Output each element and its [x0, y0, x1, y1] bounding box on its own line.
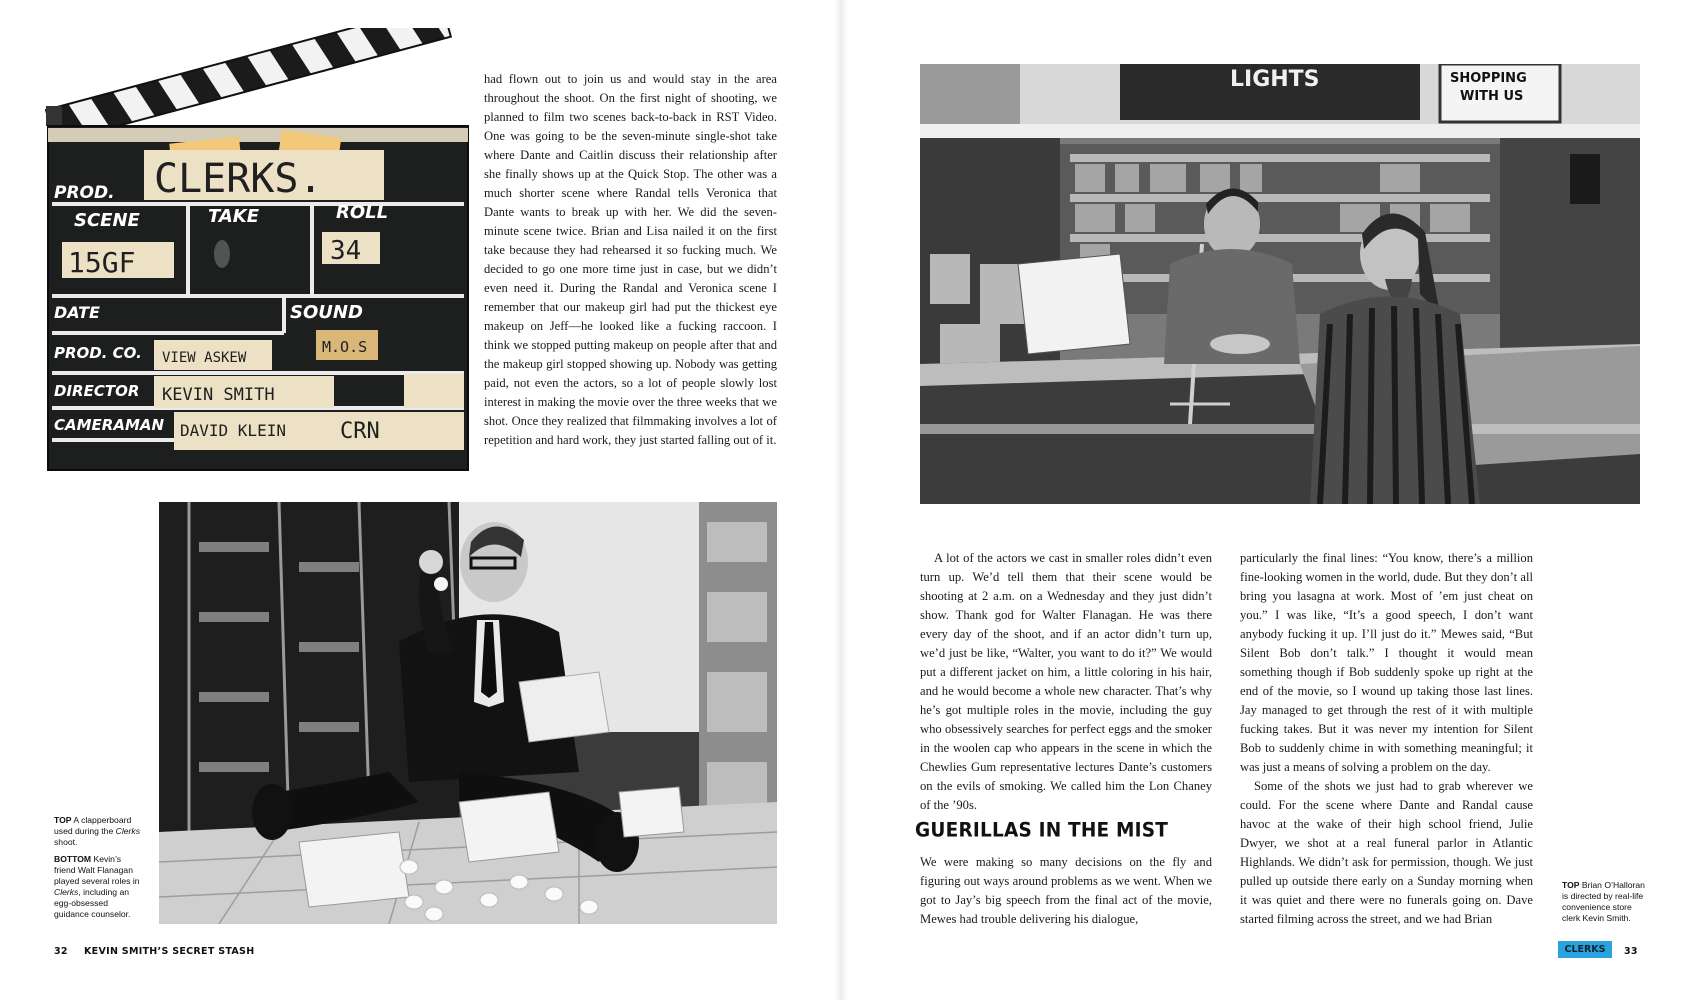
clapper-prod-value: CLERKS. — [154, 156, 323, 202]
clapperboard-photo — [40, 28, 474, 480]
caption-right-text: Brian O’Halloran is directed by real-life convenience store clerk Kevin Smith. — [1562, 880, 1645, 923]
left-column-paragraph: had flown out to join us and would stay in the area throughout the shoot. On the first night of shooting, we planned to film two scenes back-to-back in RST Video. One was going to be the seven-minute single-shot take where Dante and Caitlin discuss their relationship after she finally shows up at the Quick Stop. The other was a much shorter scene where Randal tells Veronica that Dante wants to break up with her. We did the seven-minute scene twice. Brian and Lisa nailed it on the first take because they had rehearsed it so fucking much. We decided to go one more time just in case, but we didn’t even need it. During the Randal and Veronica scene I remember that our makeup girl had put the thickest eye makeup on Jeff—he looked like a fucking raccoon. I think we stopped putting makeup on people after that and the makeup girl stopped showing up. Nobody was getting paid, not even the actors, so a lot of people slowly lost interest in making the movie over the three weeks that we shot. Once they realized that filmmaking involves a lot of repetition and hard work, they just started falling out of it. — [484, 72, 777, 447]
clapper-date-label: DATE — [54, 303, 100, 322]
page-gutter — [834, 0, 848, 1000]
right-page-text-column-1-continued — [920, 853, 1212, 929]
caption-bottom-text-a: Kevin’s friend Walt Flanagan played several roles in — [54, 854, 140, 886]
clapper-cameraman-extra: CRN — [340, 419, 380, 444]
caption-top-text-b: shoot. — [54, 837, 78, 847]
store-counter-image — [920, 64, 1640, 504]
right-col1-paragraph-1: A lot of the actors we cast in smaller roles didn’t even turn up. We’d tell them that their scene would be shooting at 2 a.m. on a Wednesday and they just didn’t show. Thank god for Walter Flanagan. He was there every day of the shoot, and if an actor didn’t turn up, we’d just be like, “Walter, you want to do it?” We would put a different jacket on him, a little coloring in his hair, and he would become a whole new character. That’s why he’s got multiple roles in the movie, including the guy who obsessively searches for perfect eggs and the smoker in the woolen cap who appears in the scene in which the Chewlies Gum representative lectures Dante’s customers on the evils of smoking. We called him the Lon Chaney of the ’90s. — [920, 551, 1212, 812]
clapperboard-illustration — [40, 28, 474, 480]
store-counter-photo — [920, 64, 1640, 504]
clapper-roll-label: ROLL — [336, 202, 389, 223]
right-folio-number: 33 — [1624, 946, 1638, 957]
clapper-scene-value: 15GF — [68, 246, 136, 279]
caption-bottom-text-b: , including an egg-obsessed guidance counselor. — [54, 887, 131, 919]
left-page-text-column — [484, 70, 777, 450]
clapper-sound-value: M.O.S — [322, 338, 368, 356]
store-sign-lights: LIGHTS — [1230, 67, 1320, 92]
clapper-cameraman-label: CAMERAMAN — [54, 416, 165, 434]
walt-flanagan-photo — [159, 502, 777, 924]
section-heading: GUERILLAS IN THE MIST — [915, 819, 1169, 842]
right-page-text-column-1 — [920, 549, 1212, 815]
right-col2-paragraph-2: Some of the shots we just had to grab wherever we could. For the scene where Dante and Randal cause havoc at the wake of their high school friend, Julie Dwyer, we shot at a real funeral parlor in Atlantic Highlands. We didn’t ask for permission, though. We just pulled up outside there early on a Sunday morning when it was quiet and there were no funerals going on. Dave started filming across the street, and we had Brian — [1240, 779, 1533, 926]
right-page-text-column-2 — [1240, 549, 1533, 929]
caption-top-left — [54, 815, 144, 848]
store-sign-with-us: WITH US — [1460, 89, 1524, 104]
right-col2-paragraph-1: particularly the final lines: “You know, there’s a million fine-looking women in the world, dude. But they don’t all bring you lasagna at work. Most of ’em just cheat on you.” I was like, “It’s a good speech, I don’t want anybody fucking it up. I’ll just do it.” Mewes said, “But Silent Bob don’t talk.” I thought it would mean something though if Bob suddenly spoke up right at the end of the movie, so I wound up taking those last lines. Jay managed to get through the rest of it with multiple fucking takes. But it was never my intention for Silent Bob to suddenly chime in with something meaningful; it was just a means of solving a problem on the day. — [1240, 551, 1533, 774]
left-folio-number: 32 — [54, 946, 68, 957]
walt-flanagan-image — [159, 502, 777, 924]
clapper-cameraman-value: DAVID KLEIN — [180, 421, 286, 440]
caption-bottom-left — [54, 854, 144, 920]
caption-top-title: Clerks — [115, 826, 140, 836]
clapper-director-value: KEVIN SMITH — [162, 385, 275, 405]
caption-top-right — [1562, 880, 1646, 924]
clapper-prodco-value: VIEW ASKEW — [162, 350, 247, 366]
clapper-prodco-label: PROD. CO. — [54, 344, 142, 362]
right-col1-paragraph-2: We were making so many decisions on the fly and figuring out ways around problems as we went. When we got to Jay’s big speech from the final act of the movie, Mewes had trouble delivering his dialogue, — [920, 855, 1212, 926]
caption-bottom-tag: BOTTOM — [54, 854, 92, 864]
left-folio-title: KEVIN SMITH’S SECRET STASH — [84, 946, 255, 957]
clapper-prod-label: PROD. — [54, 183, 115, 203]
left-captions — [54, 815, 144, 926]
clapper-roll-value: 34 — [330, 236, 362, 266]
section-tag-badge: CLERKS — [1558, 941, 1612, 958]
caption-right-tag: TOP — [1562, 880, 1580, 890]
right-caption — [1562, 880, 1646, 930]
store-sign-shopping: SHOPPING — [1450, 71, 1527, 86]
caption-top-tag: TOP — [54, 815, 72, 825]
caption-bottom-title: Clerks — [54, 887, 79, 897]
caption-top-text-a: A clapperboard used during the — [54, 815, 132, 836]
clapper-take-label: TAKE — [208, 206, 260, 227]
clapper-scene-label: SCENE — [74, 210, 140, 231]
clapper-director-label: DIRECTOR — [54, 382, 140, 400]
clapper-sound-label: SOUND — [290, 302, 363, 323]
